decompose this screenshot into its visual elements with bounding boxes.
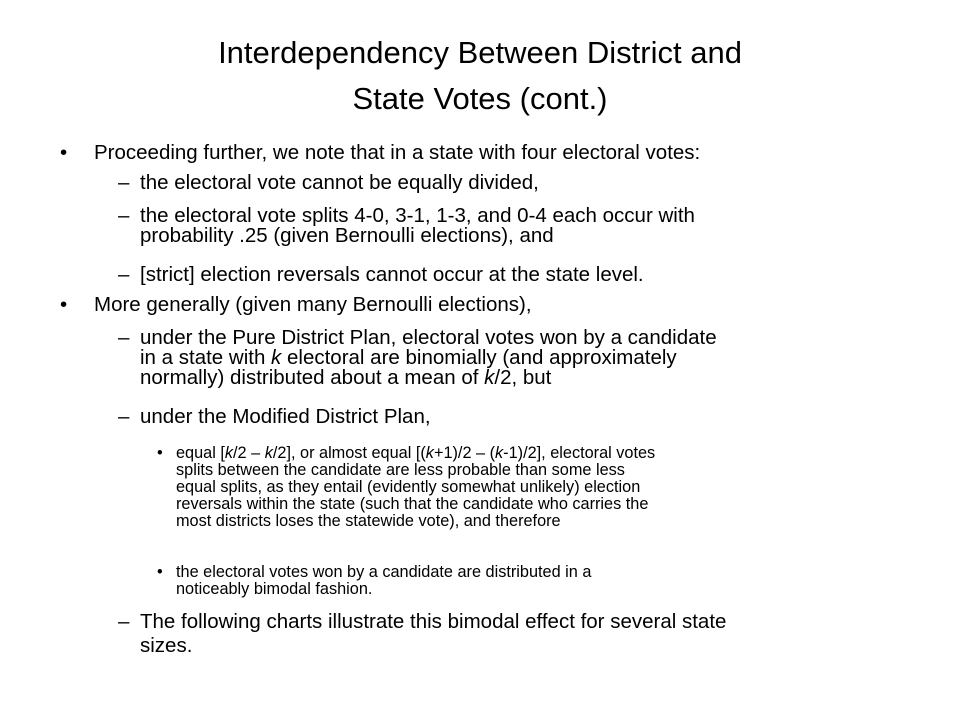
sub-bullet-item xyxy=(0,610,960,658)
sub-bullet-item xyxy=(0,263,960,287)
bullet-text: More generally (given many Bernoulli elections), xyxy=(94,293,532,316)
text-line: equal [k/2 – k/2], or almost equal [(k+1)/2 – (k-1)/2], electoral votes xyxy=(176,444,656,462)
bullet-marker: • xyxy=(157,563,163,581)
text-line: equal splits, as they entail (evidently somewhat unlikely) election xyxy=(176,478,641,496)
text-line: reversals within the state (such that the candidate who carries the xyxy=(176,495,649,513)
sub-bullet-text xyxy=(140,610,726,658)
dash-marker: – xyxy=(118,610,130,633)
bullet-marker: • xyxy=(60,293,68,316)
level3-bullet-text xyxy=(176,445,655,530)
sub-bullet-item xyxy=(0,405,960,429)
text-line: normally) distributed about a mean of k/2, but xyxy=(140,366,552,389)
sub-bullet-item xyxy=(0,171,960,195)
text-line: The following charts illustrate this bimodal effect for several state xyxy=(140,610,727,633)
bullet-marker: • xyxy=(60,141,68,164)
variable-k: k xyxy=(271,346,282,369)
text-line: most districts loses the statewide vote), and therefore xyxy=(176,512,561,530)
level3-bullet-item xyxy=(0,564,960,598)
text-line: probability .25 (given Bernoulli elections), and xyxy=(140,224,554,247)
text-line: under the Pure District Plan, electoral votes won by a candidate xyxy=(140,326,717,349)
dash-marker: – xyxy=(118,204,130,227)
level3-bullet-item xyxy=(0,445,960,530)
dash-marker: – xyxy=(118,326,130,349)
sub-bullet-text: [strict] election reversals cannot occur at the state level. xyxy=(140,263,644,286)
text-line: in a state with k electoral are binomially (and approximately xyxy=(140,346,677,369)
slide-title xyxy=(60,30,900,122)
bullet-marker: • xyxy=(157,444,163,462)
sub-bullet-text xyxy=(140,206,695,246)
bullet-text: Proceeding further, we note that in a state with four electoral votes: xyxy=(94,141,701,164)
text-line: sizes. xyxy=(140,634,193,657)
dash-marker: – xyxy=(118,171,130,194)
text-line: the electoral vote splits 4-0, 3-1, 1-3, and 0-4 each occur with xyxy=(140,204,695,227)
sub-bullet-text: under the Modified District Plan, xyxy=(140,405,431,428)
sub-bullet-item xyxy=(0,206,960,246)
level3-bullet-text xyxy=(176,564,591,598)
dash-marker: – xyxy=(118,263,130,286)
text-line: splits between the candidate are less probable than some less xyxy=(176,461,625,479)
sub-bullet-item xyxy=(0,328,960,388)
dash-marker: – xyxy=(118,405,130,428)
text-line: the electoral votes won by a candidate are distributed in a xyxy=(176,563,592,581)
text-line: noticeably bimodal fashion. xyxy=(176,580,373,598)
sub-bullet-text xyxy=(140,328,717,388)
title-line-2: State Votes (cont.) xyxy=(352,81,608,116)
bullet-item xyxy=(0,141,960,165)
bullet-item xyxy=(0,293,960,317)
sub-bullet-text: the electoral vote cannot be equally divided, xyxy=(140,171,539,194)
variable-k: k xyxy=(484,366,495,389)
title-line-1: Interdependency Between District and xyxy=(218,35,742,70)
